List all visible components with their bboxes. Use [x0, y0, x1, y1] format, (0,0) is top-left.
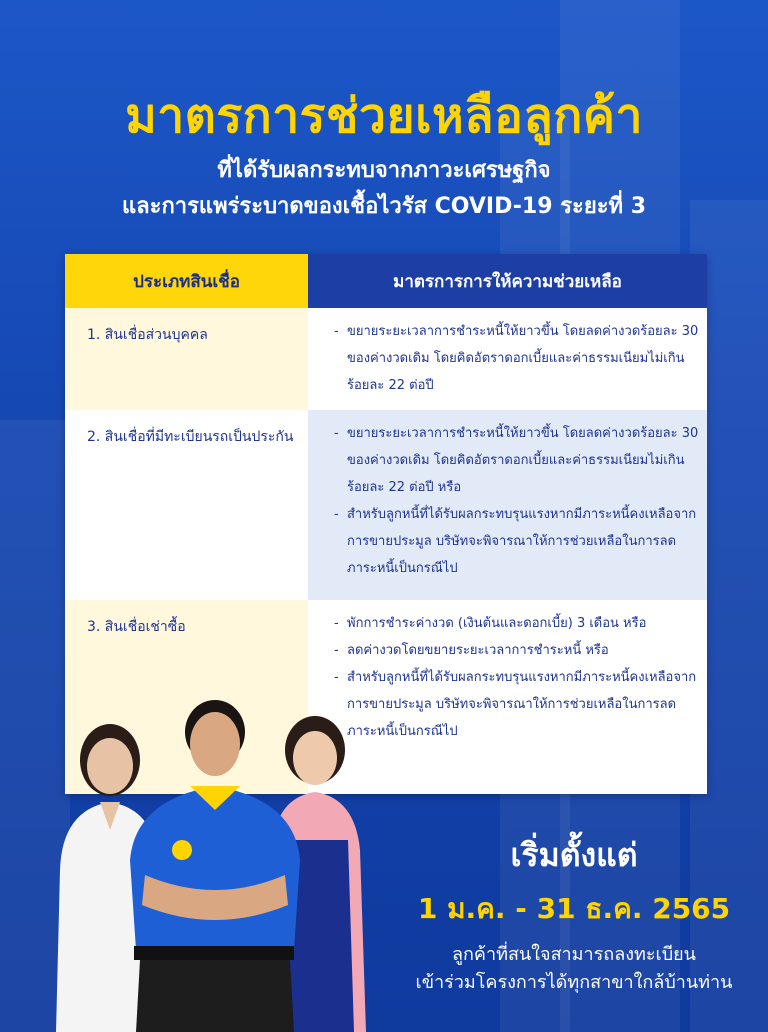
- table-header-measures: มาตรการการให้ความช่วยเหลือ: [308, 254, 707, 308]
- measures-list: [334, 420, 704, 582]
- start-label: เริ่มตั้งแต่: [510, 836, 638, 874]
- date-range: 1 ม.ค. - 31 ธ.ค. 2565: [417, 892, 731, 925]
- loan-type-label: 3. สินเชื่อเช่าซื้อ: [87, 619, 186, 635]
- page-subtitle-line2: และการแพร่ระบาดของเชื้อไวรัส COVID-19 ระยะที่ 3: [121, 194, 647, 219]
- promo-block: [380, 830, 768, 997]
- register-note: [380, 941, 768, 997]
- measure-item: - สำหรับลูกหนี้ที่ได้รับผลกระทบรุนแรงหากมีภาระหนี้คงเหลือจากการขายประมูล บริษัทจะพิจารณาให้การช่วยเหลือในการลดภาระหนี้เป็นกรณีไป: [334, 501, 704, 582]
- measure-item: - ขยายระยะเวลาการชำระหนี้ให้ยาวขึ้น โดยลดค่างวดร้อยละ 30 ของค่างวดเดิม โดยคิดอัตราดอกเบี้ยและค่าธรรมเนียมไม่เกินร้อยละ 22 ต่อปี: [334, 318, 704, 399]
- page-title: มาตรการช่วยเหลือลูกค้า: [125, 88, 643, 144]
- loan-type-label: 2. สินเชื่อที่มีทะเบียนรถเป็นประกัน: [87, 429, 294, 445]
- measures-list: [334, 318, 704, 399]
- page-subtitle-line1: ที่ได้รับผลกระทบจากภาวะเศรษฐกิจ: [217, 158, 551, 183]
- loan-type-label: 1. สินเชื่อส่วนบุคคล: [87, 327, 208, 343]
- table-row-1-measures-cell: [308, 308, 707, 410]
- table-row-2-measures-cell: [308, 410, 707, 600]
- measure-item: - พักการชำระค่างวด (เงินต้นและดอกเบี้ย) 3 เดือน หรือ: [334, 610, 704, 637]
- register-note-line2: เข้าร่วมโครงการได้ทุกสาขาใกล้บ้านท่าน: [415, 972, 733, 993]
- table-row-2-type-cell: [65, 410, 308, 600]
- staff-photo: [50, 690, 380, 1032]
- table-row-1-type-cell: [65, 308, 308, 410]
- staff-man-center: [130, 700, 300, 1032]
- table-header-loan-type: ประเภทสินเชื่อ: [65, 254, 308, 308]
- register-note-line1: ลูกค้าที่สนใจสามารถลงทะเบียน: [452, 944, 696, 965]
- measure-item: - ลดค่างวดโดยขยายระยะเวลาการชำระหนี้ หรือ: [334, 637, 704, 664]
- measures-list: [334, 610, 704, 745]
- measure-item: - สำหรับลูกหนี้ที่ได้รับผลกระทบรุนแรงหากมีภาระหนี้คงเหลือจากการขายประมูล บริษัทจะพิจารณาให้การช่วยเหลือในการลดภาระหนี้เป็นกรณีไป: [334, 664, 704, 745]
- measure-item: - ขยายระยะเวลาการชำระหนี้ให้ยาวขึ้น โดยลดค่างวดร้อยละ 30 ของค่างวดเดิม โดยคิดอัตราดอกเบี้ยและค่าธรรมเนียมไม่เกินร้อยละ 22 ต่อปี หรือ: [334, 420, 704, 501]
